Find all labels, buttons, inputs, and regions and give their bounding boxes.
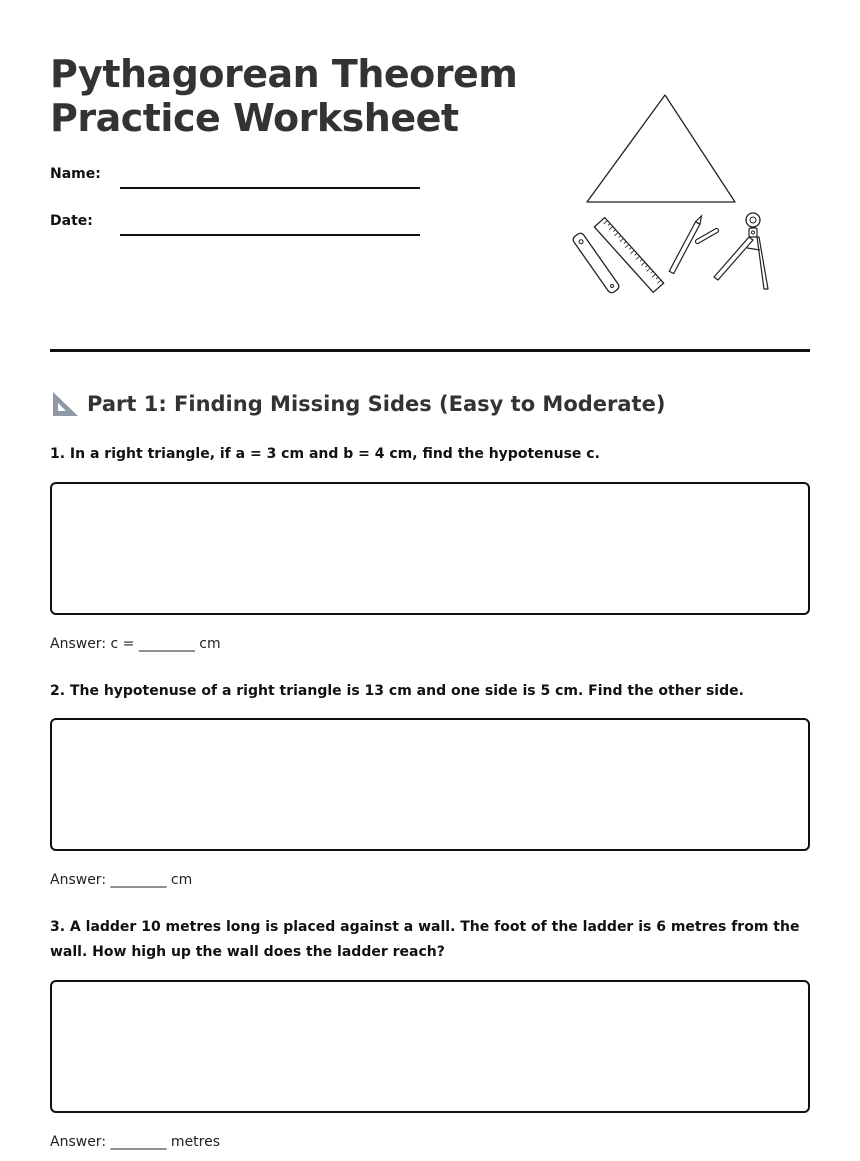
- ruler-icon: [572, 232, 621, 295]
- compass-icon: [714, 213, 768, 289]
- answer-line-1: Answer: c = ________ cm: [50, 636, 221, 652]
- protractor-ruler-icon: [594, 218, 663, 293]
- question-1: 1. In a right triangle, if a = 3 cm and b = 4 cm, find the hypotenuse c.: [50, 446, 600, 462]
- section-heading: [50, 388, 665, 420]
- triangle-icon: [587, 95, 735, 202]
- work-area-2[interactable]: [50, 718, 810, 851]
- work-area-3[interactable]: [50, 980, 810, 1113]
- work-area-1[interactable]: [50, 482, 810, 615]
- pencil-icon: [669, 215, 719, 274]
- date-label: Date:: [50, 213, 93, 229]
- title-line-1: Pythagorean Theorem: [50, 52, 518, 96]
- section-divider: [50, 349, 810, 352]
- date-field[interactable]: [120, 234, 420, 236]
- question-2: 2. The hypotenuse of a right triangle is 13 cm and one side is 5 cm. Find the other side.: [50, 683, 744, 699]
- question-3: 3. A ladder 10 metres long is placed against a wall. The foot of the ladder is 6 metres from the wall. How high up the wall does the ladder reach?: [50, 919, 800, 960]
- section-title: Part 1: Finding Missing Sides (Easy to Moderate): [87, 392, 666, 416]
- geometry-tools-illustration: [565, 88, 790, 298]
- set-square-icon: [50, 389, 80, 419]
- name-label: Name:: [50, 166, 101, 182]
- answer-line-2: Answer: ________ cm: [50, 872, 193, 888]
- title-line-2: Practice Worksheet: [50, 96, 459, 140]
- answer-line-3: Answer: ________ metres: [50, 1134, 221, 1150]
- worksheet-title: [50, 52, 570, 140]
- name-field[interactable]: [120, 187, 420, 189]
